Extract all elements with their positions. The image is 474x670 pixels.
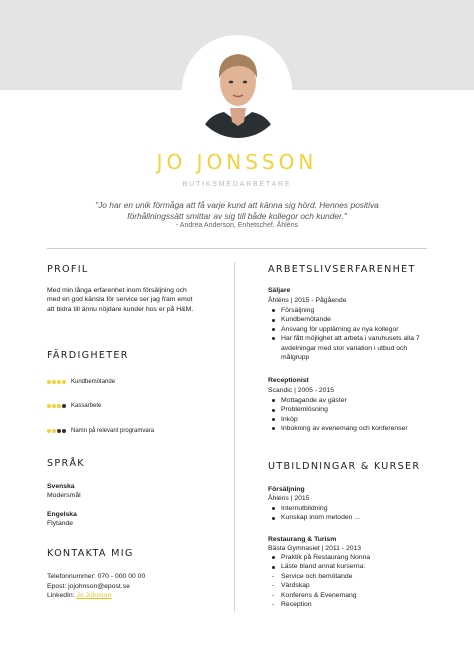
list-item: Har fått möjlighet att arbeta i varuhusets alla 7 avdelningar med stor variation i utbud och målgrupp [268, 334, 433, 362]
testimonial-author: - Andrea Anderson, Enhetschef, Åhléns [175, 222, 299, 229]
skill-item [47, 379, 115, 385]
job-meta: Åhléns | 2015 - Pågående [268, 297, 347, 304]
education-meta: Åhléns | 2015 [268, 495, 310, 502]
contact-linkedin [47, 591, 111, 600]
column-divider [234, 262, 235, 612]
skill-rating [47, 429, 66, 433]
testimonial-quote: "Jo har en unik förmåga att få varje kund att känna sig hörd. Hennes positiva förhållningssätt smittar av sig till både kollegor och kunder." [95, 200, 379, 221]
skill-item [47, 428, 154, 434]
candidate-name: JO JONSSON [156, 150, 318, 174]
job-meta: Scandic | 2005 - 2015 [268, 387, 335, 394]
list-item: Ansvarig för upplärning av nya kollegor [268, 325, 433, 334]
list-item: Problemlösning [268, 405, 433, 414]
list-item: - Reception [268, 600, 433, 609]
list-item: Inbokning av evenemang och konferenser [268, 424, 433, 433]
list-item: Kunskap inom metoden ... [268, 513, 433, 522]
skill-rating [47, 404, 66, 408]
list-item: Försäljning [268, 306, 433, 315]
experience-heading: ARBETSLIVSERFARENHET [268, 264, 416, 275]
list-item: Läste bland annat kurserna: [268, 562, 433, 571]
education-details [268, 553, 433, 572]
list-item: Praktik på Restaurang Nonna [268, 553, 433, 562]
education-title: Försäljning [268, 486, 305, 493]
skill-label: Kassarbete [71, 403, 102, 409]
list-item: - Service och bemötande [268, 572, 433, 581]
skill-rating [47, 380, 66, 384]
skill-label: Kundbemötande [71, 379, 116, 385]
section-divider [47, 248, 427, 249]
contact-email: Epost: jojohnson@epost.se [47, 583, 130, 590]
candidate-title: BUTIKSMEDARBETARE [182, 181, 292, 188]
job-duties [268, 396, 433, 434]
course-list [268, 572, 433, 610]
language-name: Svenska [47, 483, 75, 490]
education-details [268, 504, 433, 523]
profile-heading: PROFIL [47, 264, 89, 275]
list-item: Internutbildning [268, 504, 433, 513]
contact-phone: Telefonnummer: 070 - 000 00 00 [47, 573, 146, 580]
profile-text: Med min långa erfarenhet inom försäljning och med en god känsla för service ser jag fram emot att bidra till ännu nöjdare kunder hos er på H&M. [47, 287, 194, 313]
language-name: Engelska [47, 511, 77, 518]
education-heading: UTBILDNINGAR & KURSER [268, 461, 421, 472]
list-item: Mottagande av gäster [268, 396, 433, 405]
skill-item [47, 403, 101, 409]
list-item: Inköp [268, 415, 433, 424]
job-title: Receptionist [268, 377, 309, 384]
list-item: - Konferens & Evenemang [268, 591, 433, 600]
linkedin-link[interactable]: Jo Johnson [76, 592, 112, 599]
skills-heading: FÄRDIGHETER [47, 350, 129, 361]
profile-photo [190, 38, 286, 138]
contact-heading: KONTAKTA MIG [47, 548, 134, 559]
list-item: - Värdskap [268, 581, 433, 590]
education-title: Restaurang & Turism [268, 536, 337, 543]
education-meta: Bästa Gymnasiet | 2011 - 2013 [268, 545, 362, 552]
linkedin-label: LinkedIn: [47, 592, 75, 599]
language-level: Modersmål [47, 492, 81, 499]
job-duties [268, 306, 433, 362]
list-item: Kundbemötande [268, 315, 433, 324]
job-title: Säljare [268, 287, 291, 294]
skill-label: Namn på relevant programvara [71, 428, 155, 434]
languages-heading: SPRÅK [47, 458, 85, 469]
language-level: Flytande [47, 520, 74, 527]
